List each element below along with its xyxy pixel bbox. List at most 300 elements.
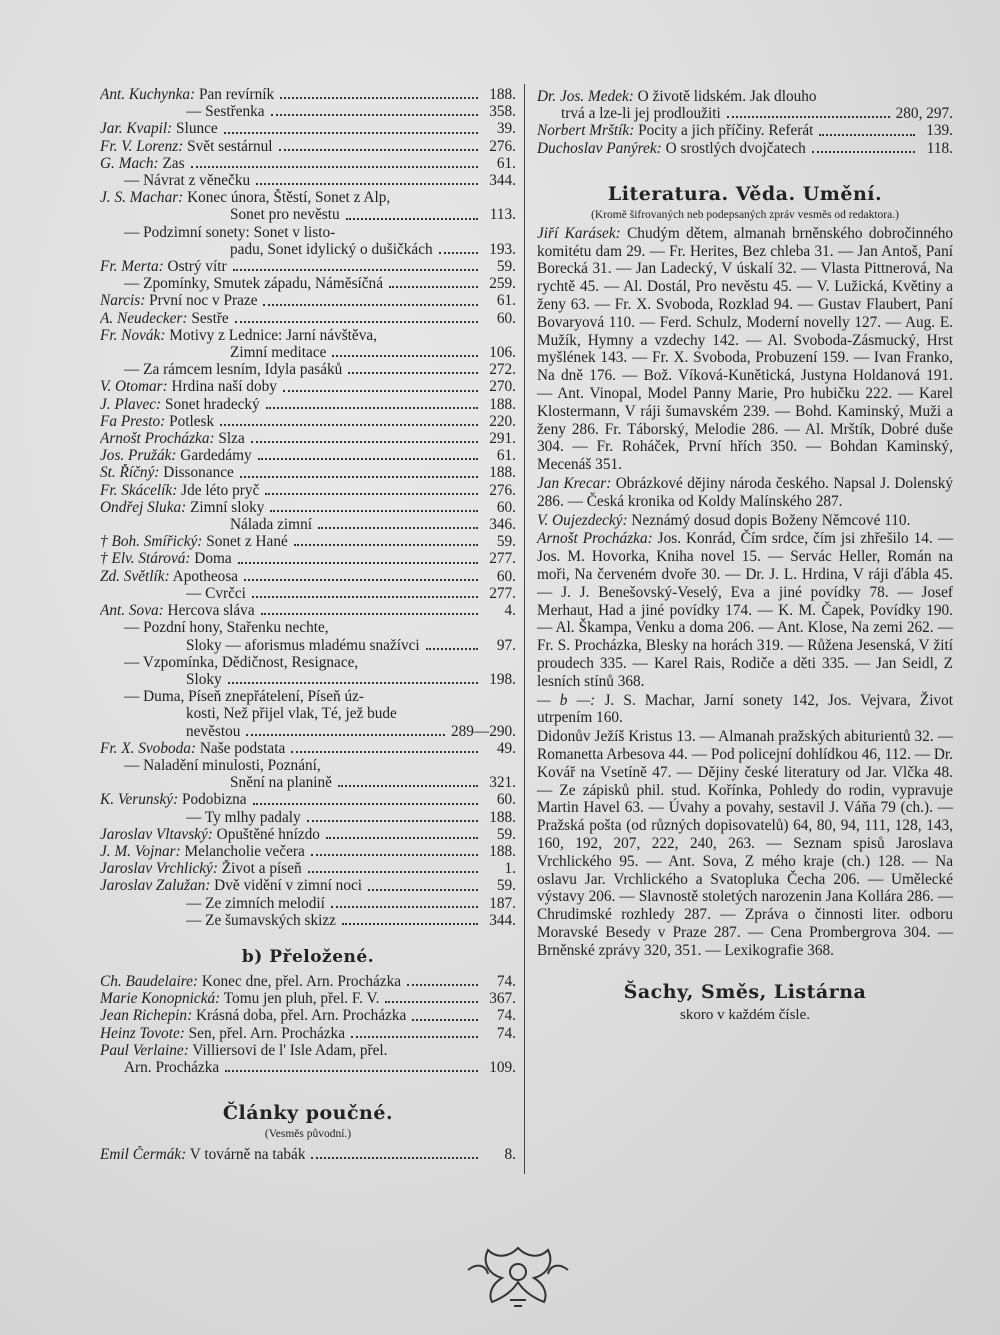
entry-text: kosti, Než přijel vlak, Té, jež bude	[186, 705, 397, 723]
leader-dots	[271, 114, 478, 116]
entry-text: Svět sestárnul	[183, 137, 273, 155]
entry-title	[100, 990, 379, 1007]
entry-title	[230, 206, 340, 223]
entry-author: J. Plavec:	[100, 395, 162, 413]
entry-text: Hrdina naší doby	[167, 378, 277, 396]
entry-text: Život a píseň	[217, 860, 302, 878]
index-entry	[100, 361, 516, 378]
leader-dots	[280, 97, 478, 99]
index-entry	[100, 138, 516, 155]
index-entry	[100, 378, 516, 395]
paragraph-text: Jos. Konrád, Čím srdce, čím jsi zhřešilo 14. — Jos. M. Hovorka, Kniha novel 15. — Servác Heller, Román na moři, Na červeném dvoře 30. — Dr. J. L. Hrdina, V ráji ďábla 45. — J. J. Benešovský-Veselý, Eva a jiné povídky 78. — Josef Merhaut, Had a jiné povídky 174. — K. M. Čapek, Povídky 190. — Al. Škampa, Venku a doma 206. — Ant. Klose, Na zemi 262. — Fr. S. Procházka, Blesky na horách 319. — Růžena Jesenská, V žití proudech 335. — Karel Rais, Rodiče a děti 335. — Jan Seidl, Z lesních stínů 368.	[537, 530, 953, 690]
literatura-paragraph	[537, 692, 953, 728]
entry-text: Zas	[158, 154, 185, 172]
entry-page: 106.	[489, 344, 516, 362]
leader-dots	[389, 286, 478, 288]
entry-title	[100, 430, 245, 447]
entry-text: V továrně na tabák	[186, 1146, 306, 1164]
entry-author: Jar. Kvapil:	[100, 120, 173, 138]
entry-title	[230, 344, 326, 361]
entry-page: 367.	[489, 990, 516, 1008]
entry-text: Ostrý vítr	[163, 258, 227, 276]
entry-text: Sonet hradecký	[161, 395, 260, 413]
entry-title	[100, 877, 362, 894]
entry-page: 118.	[926, 139, 953, 157]
entry-page: 74.	[496, 972, 516, 990]
clanky-index-list	[100, 1146, 516, 1163]
leader-dots	[412, 1019, 478, 1021]
entry-page: 291.	[489, 430, 516, 448]
entry-page: 188.	[489, 395, 516, 413]
right-column	[537, 88, 953, 1024]
index-entry	[100, 206, 516, 223]
entry-author: Dr. Jos. Medek:	[537, 88, 634, 105]
entry-page: 188.	[489, 464, 516, 482]
index-entry	[537, 122, 953, 139]
entry-title	[537, 88, 817, 105]
entry-page: 346.	[489, 516, 516, 534]
entry-page: 8.	[504, 1146, 516, 1164]
entry-page: 59.	[496, 825, 516, 843]
leader-dots	[294, 544, 478, 546]
entry-title	[100, 1042, 387, 1059]
entry-page: 60.	[496, 309, 516, 327]
clanky-note: (Vesměs původní.)	[264, 1128, 352, 1141]
index-entry	[100, 120, 516, 137]
entry-title	[100, 1007, 406, 1024]
index-entry	[537, 105, 953, 122]
entry-page: 61.	[496, 154, 516, 172]
entry-page: 59.	[496, 258, 516, 276]
entry-author: K. Verunský:	[100, 791, 179, 809]
leader-dots	[307, 820, 478, 822]
index-entry	[100, 550, 516, 567]
entry-author: Jean Richepin:	[100, 1007, 193, 1025]
index-entry	[100, 877, 516, 894]
entry-author: Ch. Baudelaire:	[100, 972, 198, 990]
entry-page: 220.	[489, 412, 516, 430]
entry-text: Slunce	[172, 120, 218, 138]
entry-page: 61.	[496, 447, 516, 465]
leader-dots	[385, 1001, 478, 1003]
entry-title	[100, 843, 305, 860]
leader-dots	[224, 132, 478, 134]
leader-dots	[311, 1157, 478, 1159]
entry-author: Emil Čermák:	[100, 1146, 187, 1164]
leader-dots	[326, 837, 478, 839]
entry-title	[124, 654, 358, 671]
leader-dots	[812, 151, 915, 153]
entry-title	[100, 1025, 345, 1042]
entry-page: 59.	[496, 877, 516, 895]
index-entry	[100, 533, 516, 550]
entry-author: Fr. Novák:	[100, 326, 166, 344]
entry-page: 344.	[489, 911, 516, 929]
paragraph-author: Jan Krecar:	[537, 474, 612, 492]
entry-text: Konec dne, přel. Arn. Procházka	[198, 972, 402, 990]
entry-author: Paul Verlaine:	[100, 1041, 189, 1059]
entry-title	[537, 122, 813, 139]
index-entry	[100, 671, 516, 688]
entry-text: Krásná doba, přel. Arn. Procházka	[192, 1007, 407, 1025]
paragraph-text: Didonův Ježíš Kristus 13. — Almanah pražských abiturientů 32. — Romanetta Arbesova 44. — Pod policejní dohlídkou 46, 112. — Dr. Kovář na Vsetíně 47. — Dějiny české literatury od Jar. Vlčka 48. — Ze zápisků phil. stud. Kořínka, Pohledy do rodin, vypravuje Martin Havel 63. — Úvahy a povahy, sestavil J. Váňa 79 (ch.). — Pražská pošta (od různých dopisovatelů) 64, 80, 94, 111, 128, 143, 160, 192, 207, 222, 240, 263. — Seznam spisů Jaroslava Vrchlického 95. — Ant. Sova, Z mého kraje (ch.) 128. — Na oslavu Jar. Vrchlického a Svatopluka Čecha 206. — Umělecké výstavy 206. — Slavnostě stoletých narozenin Jana Kollára 286. — Chrudimské rozhledy 287. — Zpráva o činnosti liter. odboru Moravské Besedy v Praze 287. — Cena Prombergrova 304. — Brněnské zprávy 320, 351. — Lexikografie 368.	[537, 728, 953, 959]
entry-text: Pocity a jich příčiny. Referát	[634, 122, 814, 140]
entry-title	[100, 310, 229, 327]
entry-author: Jaroslav Zalužan:	[100, 877, 211, 895]
leader-dots	[251, 441, 478, 443]
entry-author: Fr. Merta:	[100, 258, 164, 276]
entry-title	[186, 103, 265, 120]
entry-text: Dissonance	[159, 464, 234, 482]
entry-title	[186, 585, 246, 602]
index-entry	[100, 654, 516, 671]
entry-page: 321.	[489, 774, 516, 792]
literatura-paragraphs	[537, 225, 953, 960]
leader-dots	[252, 596, 478, 598]
index-entry	[100, 447, 516, 464]
index-entry	[537, 88, 953, 105]
poetry-index-list	[100, 86, 516, 929]
leader-dots	[256, 183, 478, 185]
literatura-paragraph	[537, 475, 953, 511]
entry-title	[100, 533, 288, 550]
index-entry	[100, 791, 516, 808]
leader-dots	[426, 648, 478, 650]
entry-page: 193.	[489, 240, 516, 258]
entry-text: Nálada zimní	[230, 516, 312, 534]
entry-page: 259.	[489, 275, 516, 293]
entry-title	[100, 826, 320, 843]
entry-author: St. Říčný:	[100, 464, 160, 482]
entry-text: Sloky — aforismus mladému snažívci	[186, 636, 420, 654]
index-entry	[100, 396, 516, 413]
entry-text: Snění na planině	[230, 774, 332, 792]
index-entry	[100, 1146, 516, 1163]
entry-author: J. M. Vojnar:	[100, 842, 181, 860]
entry-text: Zimní meditace	[230, 344, 327, 362]
leader-dots	[235, 321, 478, 323]
leader-dots	[279, 149, 478, 151]
entry-author: V. Otomar:	[100, 378, 168, 396]
entry-page: 188.	[489, 808, 516, 826]
entry-page: 188.	[489, 842, 516, 860]
index-entry	[100, 258, 516, 275]
entry-text: Doma	[190, 550, 232, 568]
leader-dots	[233, 269, 478, 271]
entry-text: — Pozdní hony, Stařenku nechte,	[124, 619, 329, 637]
entry-title	[124, 688, 364, 705]
entry-page: 109.	[489, 1058, 516, 1076]
leader-dots	[351, 1036, 478, 1038]
entry-page: 188.	[489, 86, 516, 103]
entry-title	[100, 327, 377, 344]
index-entry	[100, 241, 516, 258]
index-entry	[537, 140, 953, 157]
leader-dots	[338, 785, 478, 787]
literatura-paragraph	[537, 512, 953, 530]
sachy-note: skoro v každém čísle.	[680, 1007, 810, 1024]
index-entry	[100, 413, 516, 430]
entry-title	[537, 140, 806, 157]
index-entry	[100, 499, 516, 516]
sachy-heading: Šachy, Směs, Listárna	[623, 981, 867, 1004]
paragraph-text: Chudým dětem, almanah brněnského dobročinného komitétu dam 29. — Fr. Herites, Bez chleba 31. — Jan Antoš, Paní Borecká 31. — Jan Ladecký, V úskalí 32. — Vlasta Pittnerová, Na rychtě 45. — Al. Dostál, Pro nevěstu 45. — V. Lužická, Květiny a ženy 63. — Fr. X. Svoboda, Rozklad 94. — Gustav Flaubert, Paní Bovaryová 110. — Ferd. Schulz, Moderní novelly 127. — Aug. E. Mužík, Hymny a vzdechy 142. — Al. Svoboda-Zásmucký, Hrst myšlének 143. — Fr. X. Svoboda, Probuzení 159. — Ivan Franko, Na dně 176. — Bož. Víková-Kunětická, Justyna Holdanová 191. — Ant. Vinopal, Model Panny Marie, Pro hubičku 222. — Karel Klostermann, V ráji šumavském 239. — Bohd. Kaminský, Muži a ženy 286. Fr. Táborský, Melodie 286. — Al. Mrštík, Dobré duše 304. — Fr. Roháček, První hřích 350. — Bohdan Kaminský, Mecenáš 351.	[537, 224, 953, 474]
entry-text: — Ze zimních melodií	[186, 894, 325, 912]
entry-author: Zd. Světlík:	[100, 567, 170, 585]
entry-text: — Ty mlhy padaly	[186, 808, 301, 826]
entry-page: 59.	[496, 533, 516, 551]
entry-page: 272.	[489, 361, 516, 379]
entry-title	[100, 258, 227, 275]
entry-title	[124, 757, 321, 774]
leader-dots	[439, 252, 478, 254]
leader-dots	[332, 355, 478, 357]
index-entry	[100, 1042, 516, 1059]
entry-text: Sonet z Hané	[202, 533, 288, 551]
leader-dots	[225, 1070, 478, 1072]
leader-dots	[311, 854, 478, 856]
index-entry	[100, 843, 516, 860]
entry-text: — Sestřenka	[186, 103, 265, 121]
entry-text: Podobizna	[178, 791, 247, 809]
entry-page: 1.	[504, 860, 516, 878]
index-entry	[100, 275, 516, 292]
leader-dots	[727, 116, 890, 118]
leader-dots	[331, 906, 478, 908]
index-entry	[100, 637, 516, 654]
leader-dots	[191, 166, 478, 168]
entry-title	[186, 912, 336, 929]
entry-author: Fr. Skácelík:	[100, 481, 178, 499]
entry-text: Pan revírník	[195, 86, 275, 103]
left-column	[100, 86, 516, 1163]
leader-dots	[407, 984, 478, 986]
leader-dots	[318, 527, 478, 529]
index-entry	[100, 430, 516, 447]
entry-title	[100, 740, 285, 757]
entry-author: Ant. Sova:	[100, 602, 164, 620]
entry-page: 60.	[496, 791, 516, 809]
paragraph-text: Neznámý dosud dopis Boženy Němcové 110.	[627, 511, 911, 529]
index-entry	[100, 619, 516, 636]
entry-text: — Vzpomínka, Dědičnost, Resignace,	[124, 653, 359, 671]
index-entry	[100, 1007, 516, 1024]
paragraph-text: J. S. Machar, Jarní sonety 142, Jos. Vejvara, Život utrpením 160.	[537, 691, 954, 727]
column-divider	[524, 84, 525, 1174]
entry-page: 277.	[489, 584, 516, 602]
entry-author: Narcis:	[100, 292, 146, 310]
entry-title	[100, 447, 252, 464]
entry-page: 276.	[489, 481, 516, 499]
paragraph-author: — b —:	[537, 691, 596, 709]
index-entry	[100, 723, 516, 740]
leader-dots	[246, 734, 445, 736]
leader-dots	[283, 390, 478, 392]
entry-text: Sen, přel. Arn. Procházka	[184, 1024, 345, 1042]
leader-dots	[819, 134, 915, 136]
entry-author: G. Mach:	[100, 154, 159, 172]
entry-title	[100, 155, 185, 172]
entry-page: 61.	[496, 292, 516, 310]
entry-text: — Zpomínky, Smutek západu, Náměsíčná	[124, 275, 383, 293]
literatura-paragraph	[537, 225, 953, 474]
entry-title	[186, 723, 240, 740]
leader-dots	[244, 579, 478, 581]
leader-dots	[238, 562, 478, 564]
entry-author: † Boh. Smířický:	[100, 533, 203, 551]
entry-page: 39.	[496, 120, 516, 138]
entry-text: — Naladění minulosti, Poznání,	[124, 756, 321, 774]
entry-text: Gardedámy	[176, 447, 252, 465]
entry-text: Sonet pro nevěstu	[230, 206, 340, 224]
entry-title	[100, 120, 218, 137]
entry-page: 277.	[489, 550, 516, 568]
entry-text: Villiersovi de l' Isle Adam, přel.	[188, 1041, 388, 1059]
entry-title	[100, 396, 260, 413]
entry-title	[100, 550, 232, 567]
entry-page: 60.	[496, 567, 516, 585]
entry-title	[100, 568, 238, 585]
entry-text: Sloky	[186, 670, 222, 688]
entry-title	[230, 774, 332, 791]
entry-title	[100, 86, 274, 103]
entry-text: Naše podstata	[196, 739, 286, 757]
index-entry	[100, 516, 516, 533]
articles-index-list	[537, 88, 953, 157]
clanky-heading: Články poučné.	[222, 1102, 394, 1125]
entry-author: Fa Presto:	[100, 412, 166, 430]
entry-author: Duchoslav Panýrek:	[537, 139, 662, 157]
index-entry	[100, 740, 516, 757]
entry-author: Heinz Tovote:	[100, 1024, 185, 1042]
literatura-note: (Kromě šifrovaných neb podepsaných zpráv vesměs od redaktora.)	[591, 208, 899, 221]
index-entry	[100, 86, 516, 103]
leader-dots	[346, 218, 478, 220]
entry-title	[100, 413, 214, 430]
leader-dots	[266, 407, 478, 409]
entry-page: 74.	[496, 1007, 516, 1025]
index-entry	[100, 1059, 516, 1076]
index-entry	[100, 1025, 516, 1042]
entry-text: Zimní sloky	[186, 498, 265, 516]
entry-title	[100, 138, 273, 155]
entry-page: 60.	[496, 498, 516, 516]
literatura-paragraph	[537, 530, 953, 690]
entry-author: Jos. Pružák:	[100, 447, 177, 465]
index-entry	[100, 774, 516, 791]
entry-text: O životě lidském. Jak dlouho	[633, 88, 817, 105]
index-entry	[100, 809, 516, 826]
entry-author: J. S. Machar:	[100, 189, 184, 207]
index-entry	[100, 602, 516, 619]
entry-title	[124, 172, 250, 189]
leader-dots	[220, 424, 478, 426]
entry-title	[230, 241, 433, 258]
leader-dots	[368, 889, 478, 891]
leader-dots	[348, 372, 478, 374]
entry-author: Marie Konopnická:	[100, 990, 221, 1008]
entry-text: Motivy z Lednice: Jarní návštěva,	[165, 326, 377, 344]
entry-title	[100, 860, 302, 877]
entry-text: Tomu jen pluh, přel. F. V.	[220, 990, 380, 1008]
entry-page: 198.	[489, 670, 516, 688]
entry-page: 270.	[489, 378, 516, 396]
entry-page: 74.	[496, 1024, 516, 1042]
leader-dots	[261, 613, 478, 615]
paragraph-author: Arnošt Procházka:	[537, 530, 653, 548]
index-entry	[100, 757, 516, 774]
entry-title	[100, 499, 264, 516]
index-entry	[100, 103, 516, 120]
paragraph-text: Obrázkové dějiny národa českého. Napsal J. Dolenský 286. — Česká kronika od Koldy Malínského 287.	[537, 474, 953, 510]
entry-title	[124, 619, 329, 636]
leader-dots	[270, 510, 478, 512]
entry-author: A. Neudecker:	[100, 309, 188, 327]
entry-text: Jde léto pryč	[177, 481, 260, 499]
index-entry	[100, 189, 516, 206]
entry-title	[100, 482, 259, 499]
entry-text: Hercova sláva	[163, 602, 255, 620]
entry-title	[124, 275, 383, 292]
entry-title	[186, 895, 325, 912]
entry-page: 344.	[489, 172, 516, 190]
index-entry	[100, 860, 516, 877]
translated-index-list	[100, 973, 516, 1076]
entry-author: Fr. V. Lorenz:	[100, 137, 184, 155]
index-entry	[100, 172, 516, 189]
index-entry	[100, 344, 516, 361]
entry-author: † Elv. Stárová:	[100, 550, 191, 568]
entry-text: — Za rámcem lesním, Idyla pasáků	[124, 361, 343, 379]
ornament-icon	[458, 1240, 578, 1310]
entry-page: 358.	[489, 103, 516, 121]
entry-text: Melancholie večera	[180, 842, 305, 860]
section-b-heading: b) Přeložené.	[241, 946, 375, 967]
entry-author: Norbert Mrštík:	[537, 122, 635, 140]
entry-title	[230, 516, 312, 533]
entry-page: 187.	[489, 894, 516, 912]
leader-dots	[265, 493, 478, 495]
entry-text: padu, Sonet idylický o dušičkách	[230, 240, 433, 258]
leader-dots	[263, 304, 478, 306]
entry-page: 49.	[496, 739, 516, 757]
entry-author: Ondřej Sluka:	[100, 498, 187, 516]
leader-dots	[240, 476, 478, 478]
entry-title	[100, 378, 277, 395]
entry-title	[186, 809, 301, 826]
entry-author: Ant. Kuchynka:	[100, 86, 196, 103]
entry-text: trvá a lze-li jej prodloužiti	[561, 105, 721, 123]
index-entry	[100, 292, 516, 309]
entry-text: Opuštěné hnízdo	[212, 825, 320, 843]
index-entry	[100, 912, 516, 929]
entry-text: nevěstou	[186, 722, 241, 740]
index-entry	[100, 482, 516, 499]
index-entry	[100, 705, 516, 722]
entry-author: Jaroslav Vltavský:	[100, 825, 213, 843]
entry-author: Fr. X. Svoboda:	[100, 739, 197, 757]
leader-dots	[253, 803, 478, 805]
entry-title	[124, 361, 342, 378]
entry-text: Arn. Procházka	[124, 1058, 220, 1076]
entry-title	[186, 705, 397, 722]
index-entry	[100, 990, 516, 1007]
entry-title	[100, 189, 390, 206]
entry-text: — Podzimní sonety: Sonet v listo-	[124, 223, 336, 241]
entry-title	[100, 292, 257, 309]
entry-text: — Návrat z věnečku	[124, 172, 251, 190]
entry-text: Apotheosa	[169, 567, 239, 585]
